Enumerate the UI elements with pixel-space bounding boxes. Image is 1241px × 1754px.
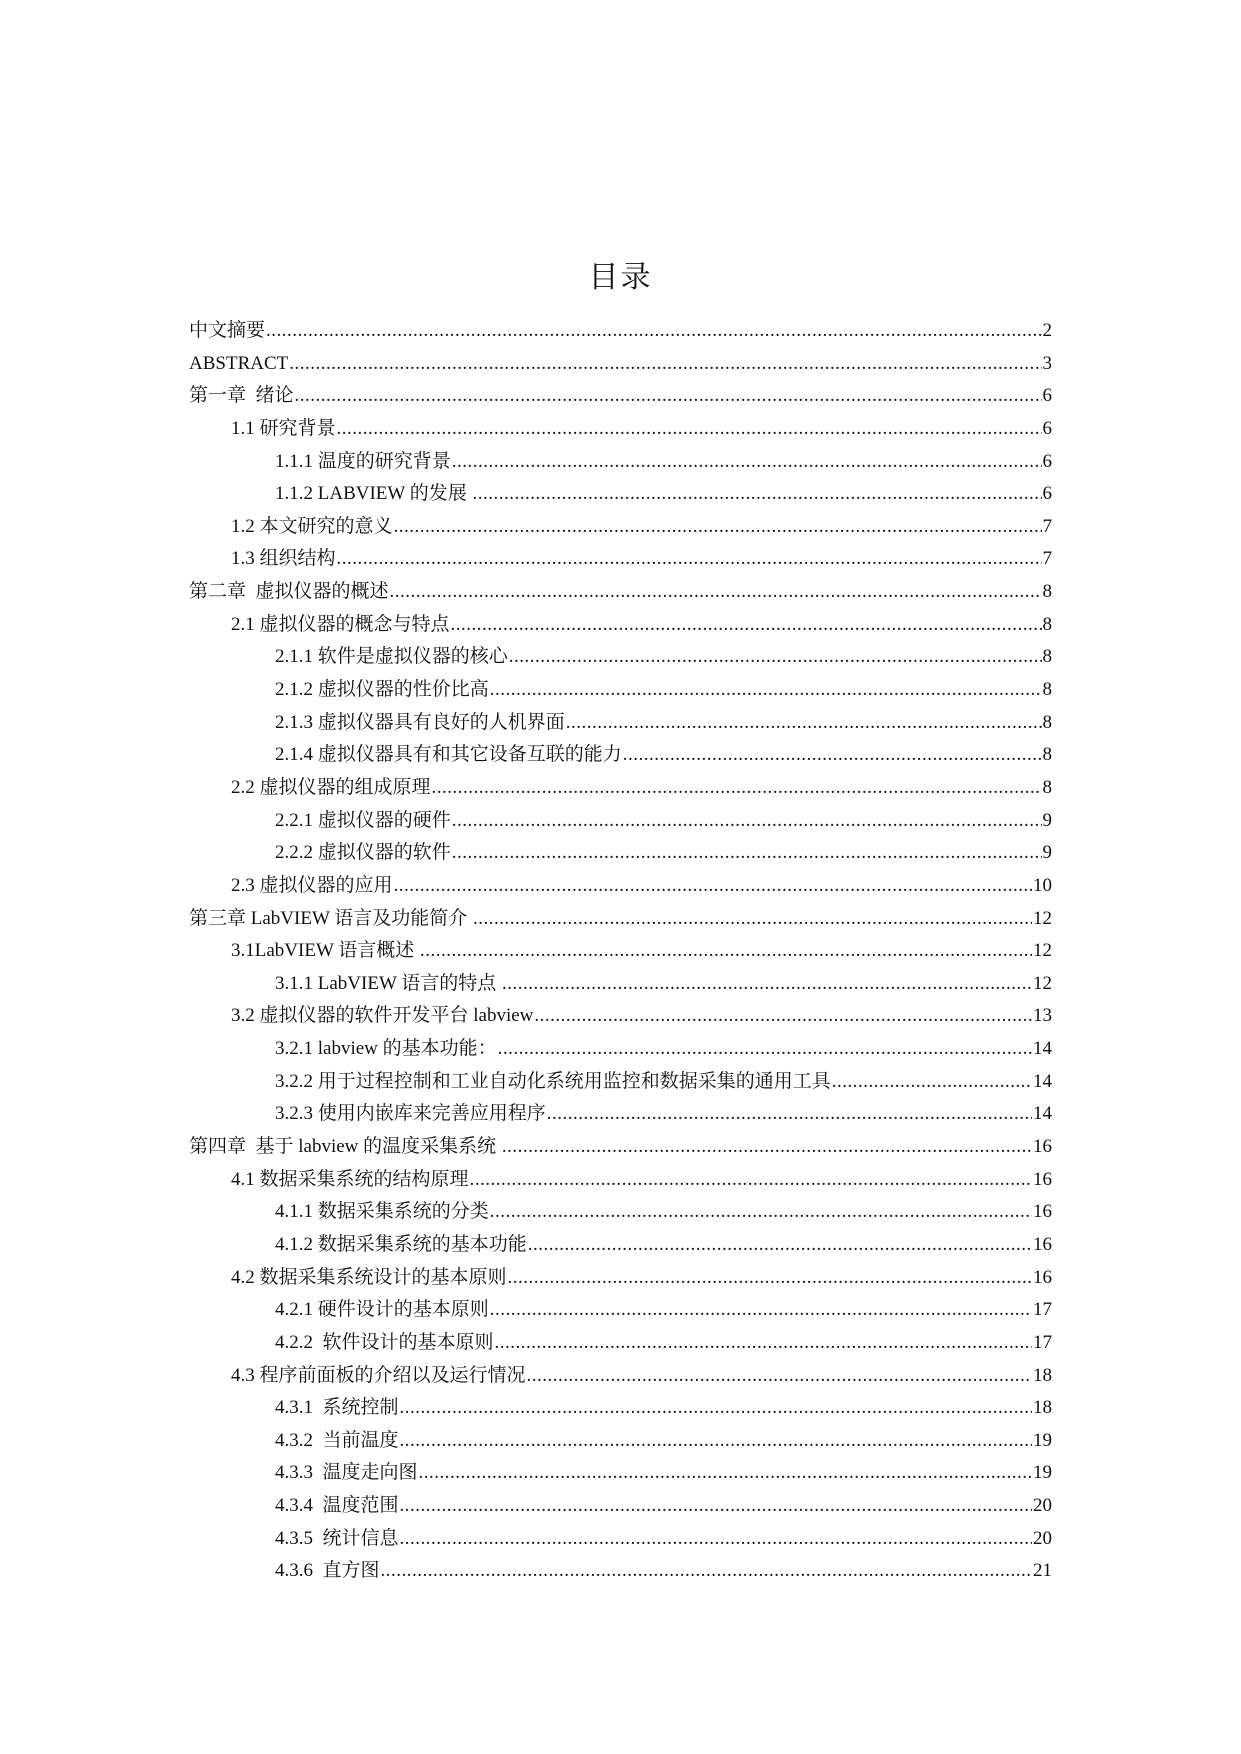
toc-dot-leader xyxy=(473,903,1032,936)
toc-dot-leader xyxy=(390,576,1042,609)
toc-entry[interactable] xyxy=(189,805,1052,838)
toc-entry-label: 3.1LabVIEW 语言概述 xyxy=(231,940,420,962)
toc-entry-label: 3.2.3 使用内嵌库来完善应用程序 xyxy=(275,1103,546,1125)
toc-entry-label: 2.3 虚拟仪器的应用 xyxy=(231,874,393,896)
toc-entry-label: 1.3 组织结构 xyxy=(231,548,336,570)
toc-dot-leader xyxy=(432,772,1042,805)
toc-entry[interactable] xyxy=(189,1360,1052,1393)
toc-entry-page-number: 13 xyxy=(1033,1005,1052,1027)
toc-entry-label: 3.2.2 用于过程控制和工业自动化系统用监控和数据采集的通用工具 xyxy=(275,1070,831,1092)
toc-entry-label: 第三章 LabVIEW 语言及功能简介 xyxy=(189,907,473,929)
toc-entry-label: 2.2.1 虚拟仪器的硬件 xyxy=(275,809,451,831)
toc-entry-label: 4.3.3 温度走向图 xyxy=(275,1462,418,1484)
toc-entry-label: 4.1.2 数据采集系统的基本功能 xyxy=(275,1233,527,1255)
toc-dot-leader xyxy=(623,739,1042,772)
toc-dot-leader xyxy=(394,511,1042,544)
page-title: 目录 xyxy=(588,261,653,294)
toc-entry-page-number: 16 xyxy=(1033,1266,1052,1288)
toc-entry-label: 2.1.1 软件是虚拟仪器的核心 xyxy=(275,646,508,668)
toc-dot-leader xyxy=(381,1555,1032,1588)
toc-entry-page-number: 8 xyxy=(1042,581,1052,603)
toc-entry-page-number: 8 xyxy=(1042,744,1052,766)
toc-entry-label: 4.3 程序前面板的介绍以及运行情况 xyxy=(231,1364,526,1386)
toc-entry-page-number: 8 xyxy=(1042,613,1052,635)
toc-entry-page-number: 19 xyxy=(1033,1429,1052,1451)
toc-entry-label: 4.3.4 温度范围 xyxy=(275,1495,399,1517)
toc-entry[interactable] xyxy=(189,739,1052,772)
toc-entry-page-number: 17 xyxy=(1033,1299,1052,1321)
toc-dot-leader xyxy=(498,1033,1032,1066)
toc-dot-leader xyxy=(490,1294,1032,1327)
toc-entry[interactable] xyxy=(189,1164,1052,1197)
toc-dot-leader xyxy=(502,1131,1032,1164)
toc-entry-label: 2.1.2 虚拟仪器的性价比高 xyxy=(275,679,489,701)
toc-dot-leader xyxy=(528,1229,1032,1262)
toc-entry-label: 4.3.1 系统控制 xyxy=(275,1397,399,1419)
toc-entry-label: 4.2.2 软件设计的基本原则 xyxy=(275,1331,494,1353)
toc-entry[interactable] xyxy=(189,1066,1052,1099)
toc-entry-page-number: 7 xyxy=(1042,548,1052,570)
toc-entry-page-number: 9 xyxy=(1042,842,1052,864)
toc-entry-label: 2.2.2 虚拟仪器的软件 xyxy=(275,842,451,864)
toc-dot-leader xyxy=(508,1262,1032,1295)
toc-entry-label: 中文摘要 xyxy=(189,320,266,341)
toc-dot-leader xyxy=(337,543,1042,576)
toc-list xyxy=(189,315,1052,1588)
toc-entry-page-number: 14 xyxy=(1033,1070,1052,1092)
toc-dot-leader xyxy=(473,478,1042,511)
toc-entry[interactable] xyxy=(189,903,1052,936)
toc-entry-page-number: 6 xyxy=(1042,385,1052,407)
toc-entry-label: ABSTRACT xyxy=(189,352,289,374)
toc-entry-page-number: 14 xyxy=(1033,1103,1052,1125)
toc-entry[interactable] xyxy=(189,674,1052,707)
toc-entry-page-number: 10 xyxy=(1033,874,1052,896)
toc-dot-leader xyxy=(452,837,1042,870)
toc-entry-page-number: 6 xyxy=(1042,483,1052,505)
toc-entry-page-number: 14 xyxy=(1033,1038,1052,1060)
toc-entry-label: 1.1.1 温度的研究背景 xyxy=(275,450,451,472)
toc-dot-leader xyxy=(509,641,1042,674)
toc-entry[interactable] xyxy=(189,1033,1052,1066)
toc-entry[interactable] xyxy=(189,1098,1052,1131)
toc-dot-leader xyxy=(400,1523,1032,1556)
toc-entry-label: 4.1.1 数据采集系统的分类 xyxy=(275,1201,489,1223)
toc-entry-label: 1.1 研究背景 xyxy=(231,417,336,439)
toc-entry[interactable] xyxy=(189,1425,1052,1458)
toc-dot-leader xyxy=(534,1000,1032,1033)
toc-dot-leader xyxy=(400,1392,1032,1425)
toc-entry[interactable] xyxy=(189,315,1052,348)
toc-entry-page-number: 3 xyxy=(1042,352,1052,374)
toc-entry[interactable] xyxy=(189,968,1052,1001)
toc-entry-page-number: 18 xyxy=(1033,1397,1052,1419)
toc-entry-page-number: 16 xyxy=(1033,1233,1052,1255)
toc-entry-page-number: 12 xyxy=(1033,972,1052,994)
toc-entry[interactable] xyxy=(189,511,1052,544)
toc-entry-page-number: 16 xyxy=(1033,1136,1052,1158)
toc-entry-page-number: 20 xyxy=(1033,1527,1052,1549)
toc-entry-label: 2.1 虚拟仪器的概念与特点 xyxy=(231,613,450,635)
toc-entry[interactable] xyxy=(189,576,1052,609)
toc-entry-page-number: 9 xyxy=(1042,809,1052,831)
toc-entry[interactable] xyxy=(189,1457,1052,1490)
toc-entry-label: 第二章 虚拟仪器的概述 xyxy=(189,581,389,603)
toc-entry-label: 1.1.2 LABVIEW 的发展 xyxy=(275,483,472,505)
toc-entry-page-number: 6 xyxy=(1042,450,1052,472)
toc-entry[interactable] xyxy=(189,1131,1052,1164)
toc-dot-leader xyxy=(495,1327,1032,1360)
toc-dot-leader xyxy=(451,609,1042,642)
toc-entry[interactable] xyxy=(189,1000,1052,1033)
toc-entry-page-number: 19 xyxy=(1033,1462,1052,1484)
toc-entry-label: 4.3.2 当前温度 xyxy=(275,1429,399,1451)
toc-dot-leader xyxy=(419,1457,1032,1490)
toc-entry[interactable] xyxy=(189,1294,1052,1327)
toc-entry-page-number: 21 xyxy=(1033,1560,1052,1582)
toc-dot-leader xyxy=(295,380,1042,413)
toc-entry-label: 第一章 绪论 xyxy=(189,385,294,407)
toc-dot-leader xyxy=(452,446,1042,479)
toc-entry-label: 4.1 数据采集系统的结构原理 xyxy=(231,1168,469,1190)
toc-dot-leader xyxy=(470,1164,1032,1197)
toc-entry-label: 3.2 虚拟仪器的软件开发平台 labview xyxy=(231,1005,534,1027)
toc-dot-leader xyxy=(266,315,1041,348)
toc-entry-label: 4.3.6 直方图 xyxy=(275,1560,380,1582)
toc-entry[interactable] xyxy=(189,935,1052,968)
toc-dot-leader xyxy=(400,1425,1032,1458)
toc-dot-leader xyxy=(337,413,1042,446)
toc-dot-leader xyxy=(420,935,1032,968)
toc-dot-leader xyxy=(490,674,1042,707)
toc-entry[interactable] xyxy=(189,380,1052,413)
toc-entry-label: 4.2 数据采集系统设计的基本原则 xyxy=(231,1266,507,1288)
toc-entry[interactable] xyxy=(189,1555,1052,1588)
toc-dot-leader xyxy=(527,1360,1032,1393)
toc-entry-page-number: 12 xyxy=(1033,940,1052,962)
toc-entry-label: 2.1.3 虚拟仪器具有良好的人机界面 xyxy=(275,711,565,733)
toc-dot-leader xyxy=(400,1490,1032,1523)
toc-dot-leader xyxy=(394,870,1032,903)
toc-entry[interactable] xyxy=(189,641,1052,674)
toc-entry[interactable] xyxy=(189,1392,1052,1425)
toc-entry[interactable] xyxy=(189,478,1052,511)
toc-dot-leader xyxy=(832,1066,1032,1099)
toc-entry-label: 3.1.1 LabVIEW 语言的特点 xyxy=(275,972,502,994)
toc-entry-page-number: 20 xyxy=(1033,1495,1052,1517)
toc-entry-label: 3.2.1 labview 的基本功能： xyxy=(275,1038,497,1060)
toc-entry-page-number: 18 xyxy=(1033,1364,1052,1386)
toc-entry-page-number: 7 xyxy=(1042,515,1052,537)
toc-entry[interactable] xyxy=(189,413,1052,446)
toc-entry[interactable] xyxy=(189,543,1052,576)
toc-entry[interactable] xyxy=(189,837,1052,870)
toc-dot-leader xyxy=(289,348,1041,381)
toc-entry[interactable] xyxy=(189,1523,1052,1556)
toc-entry-page-number: 2 xyxy=(1042,320,1052,341)
toc-entry-label: 1.2 本文研究的意义 xyxy=(231,515,393,537)
toc-entry[interactable] xyxy=(189,1490,1052,1523)
toc-entry[interactable] xyxy=(189,1229,1052,1262)
toc-dot-leader xyxy=(502,968,1032,1001)
toc-entry[interactable] xyxy=(189,348,1052,381)
toc-entry-page-number: 8 xyxy=(1042,711,1052,733)
toc-dot-leader xyxy=(547,1098,1032,1131)
toc-entry-label: 2.2 虚拟仪器的组成原理 xyxy=(231,776,431,798)
toc-entry-page-number: 8 xyxy=(1042,646,1052,668)
toc-dot-leader xyxy=(566,707,1042,740)
toc-entry[interactable] xyxy=(189,1262,1052,1295)
toc-entry-page-number: 8 xyxy=(1042,776,1052,798)
toc-entry-label: 第四章 基于 labview 的温度采集系统 xyxy=(189,1136,501,1158)
toc-entry[interactable] xyxy=(189,1196,1052,1229)
toc-entry[interactable] xyxy=(189,772,1052,805)
toc-entry-label: 4.3.5 统计信息 xyxy=(275,1527,399,1549)
toc-entry-page-number: 17 xyxy=(1033,1331,1052,1353)
toc-entry-page-number: 6 xyxy=(1042,417,1052,439)
toc-entry-label: 2.1.4 虚拟仪器具有和其它设备互联的能力 xyxy=(275,744,622,766)
toc-entry[interactable] xyxy=(189,609,1052,642)
toc-entry[interactable] xyxy=(189,707,1052,740)
toc-entry-page-number: 16 xyxy=(1033,1168,1052,1190)
toc-entry-label: 4.2.1 硬件设计的基本原则 xyxy=(275,1299,489,1321)
toc-entry[interactable] xyxy=(189,1327,1052,1360)
toc-entry-page-number: 12 xyxy=(1033,907,1052,929)
toc-dot-leader xyxy=(490,1196,1032,1229)
toc-entry[interactable] xyxy=(189,870,1052,903)
toc-entry-page-number: 8 xyxy=(1042,679,1052,701)
toc-entry[interactable] xyxy=(189,446,1052,479)
toc-entry-page-number: 16 xyxy=(1033,1201,1052,1223)
toc-dot-leader xyxy=(452,805,1042,838)
